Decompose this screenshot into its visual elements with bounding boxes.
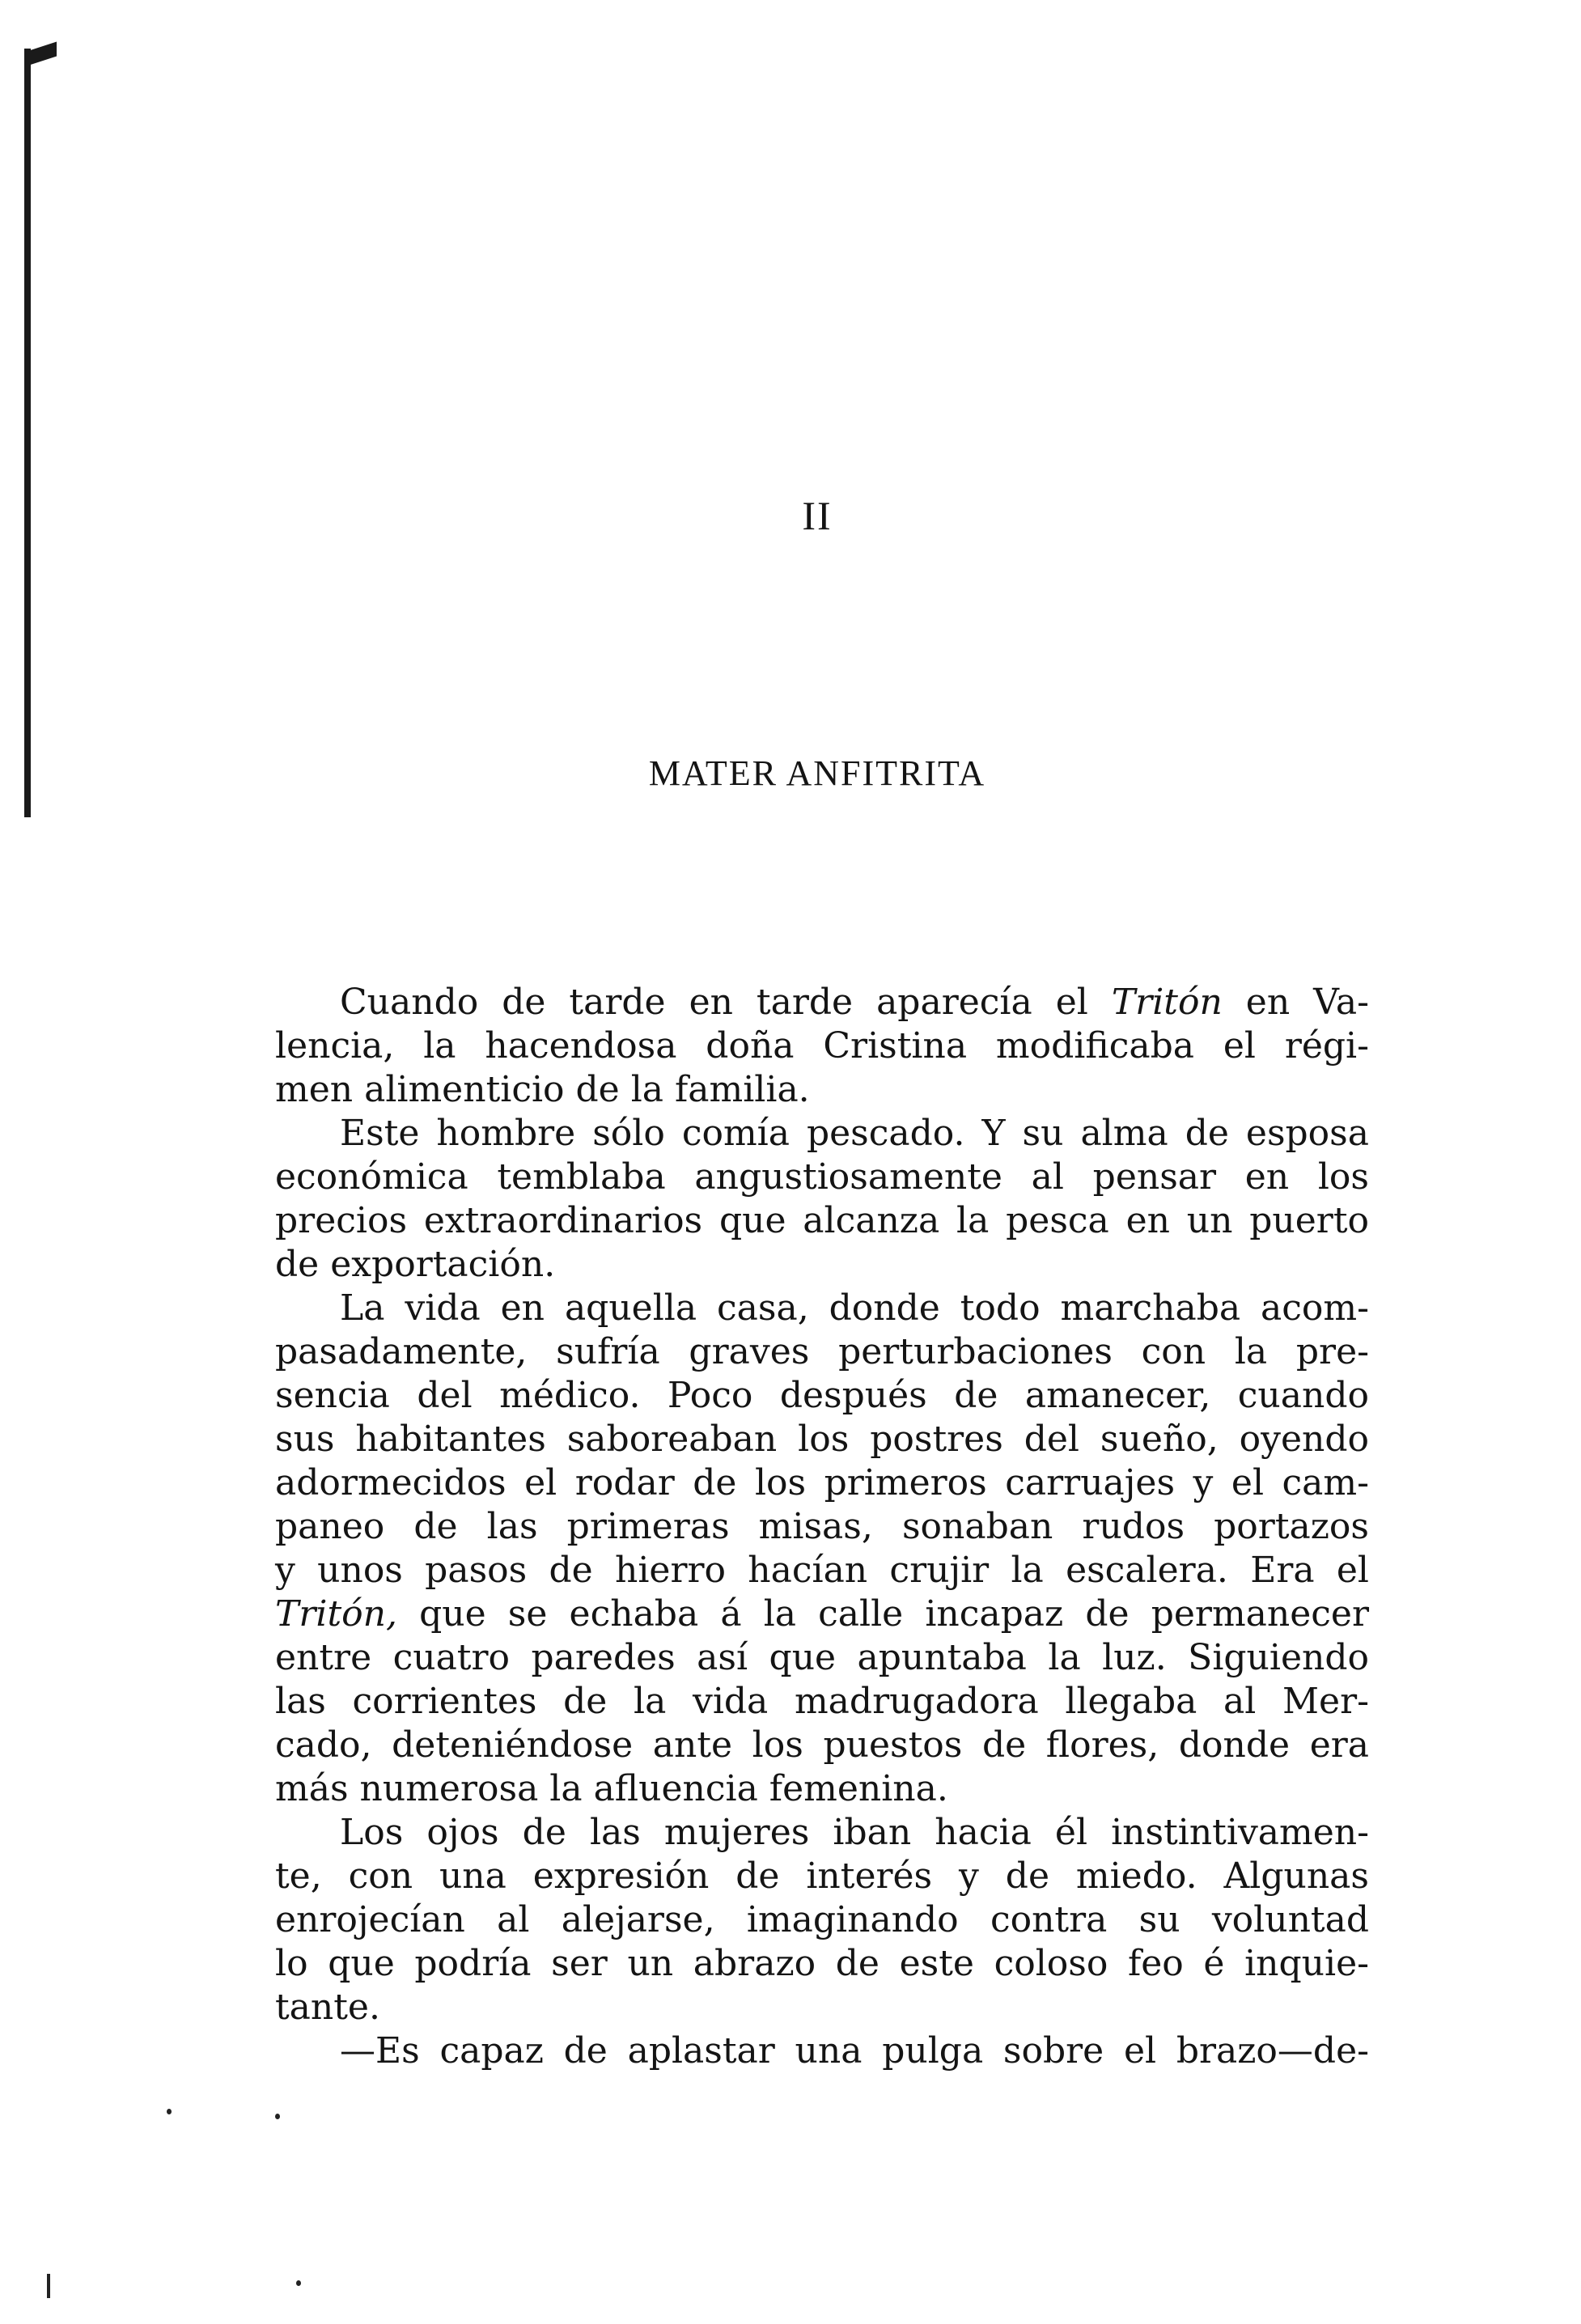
- print-speck: [47, 2274, 50, 2298]
- print-speck: [275, 2114, 280, 2119]
- text-line: te, con una expresión de interés y de miedo. Algunas: [275, 1855, 1369, 1897]
- text-line: Cuando de tarde en tarde aparecía el Tritón en Va-: [340, 982, 1369, 1023]
- text-line: pasadamente, sufría graves perturbaciones con la pre-: [275, 1331, 1369, 1372]
- text-line: y unos pasos de hierro hacían crujir la escalera. Era el: [275, 1550, 1369, 1591]
- text-line: entre cuatro paredes así que apuntaba la luz. Siguiendo: [275, 1637, 1369, 1678]
- page-edge-corner: [24, 42, 57, 67]
- text-line: cado, deteniéndose ante los puestos de flores, donde era: [275, 1724, 1369, 1766]
- text-line: La vida en aquella casa, donde todo marchaba acom-: [340, 1287, 1369, 1329]
- text-line: men alimenticio de la familia.: [275, 1069, 810, 1110]
- print-speck: [167, 2109, 172, 2114]
- text-line: —Es capaz de aplastar una pulga sobre el brazo—de-: [340, 2030, 1369, 2072]
- text-line: más numerosa la afluencia femenina.: [275, 1768, 948, 1809]
- text-line: las corrientes de la vida madrugadora llegaba al Mer-: [275, 1681, 1369, 1722]
- text-line: enrojecían al alejarse, imaginando contra su voluntad: [275, 1899, 1369, 1940]
- text-line: Tritón, que se echaba á la calle incapaz de permanecer: [275, 1593, 1369, 1635]
- chapter-title: MATER ANFITRITA: [648, 753, 986, 793]
- text-line: precios extraordinarios que alcanza la pesca en un puerto: [275, 1200, 1369, 1241]
- text-line: de exportación.: [275, 1244, 556, 1285]
- text-line: Este hombre sólo comía pescado. Y su alma de esposa: [340, 1113, 1369, 1154]
- page-edge-shadow: [24, 49, 31, 817]
- text-line: sencia del médico. Poco después de amanecer, cuando: [275, 1375, 1369, 1416]
- text-line: sus habitantes saboreaban los postres del sueño, oyendo: [275, 1419, 1369, 1460]
- text-line: adormecidos el rodar de los primeros carruajes y el cam-: [275, 1462, 1369, 1503]
- text-line: económica temblaba angustiosamente al pensar en los: [275, 1156, 1369, 1198]
- text-line: tante.: [275, 1987, 380, 2028]
- chapter-number: II: [802, 493, 833, 538]
- text-line: Los ojos de las mujeres iban hacia él instintivamen-: [340, 1812, 1369, 1853]
- print-speck: [296, 2280, 301, 2286]
- text-line: lencia, la hacendosa doña Cristina modificaba el régi-: [275, 1025, 1369, 1067]
- text-line: paneo de las primeras misas, sonaban rudos portazos: [275, 1506, 1369, 1547]
- text-line: lo que podría ser un abrazo de este coloso feo é inquie-: [275, 1943, 1369, 1984]
